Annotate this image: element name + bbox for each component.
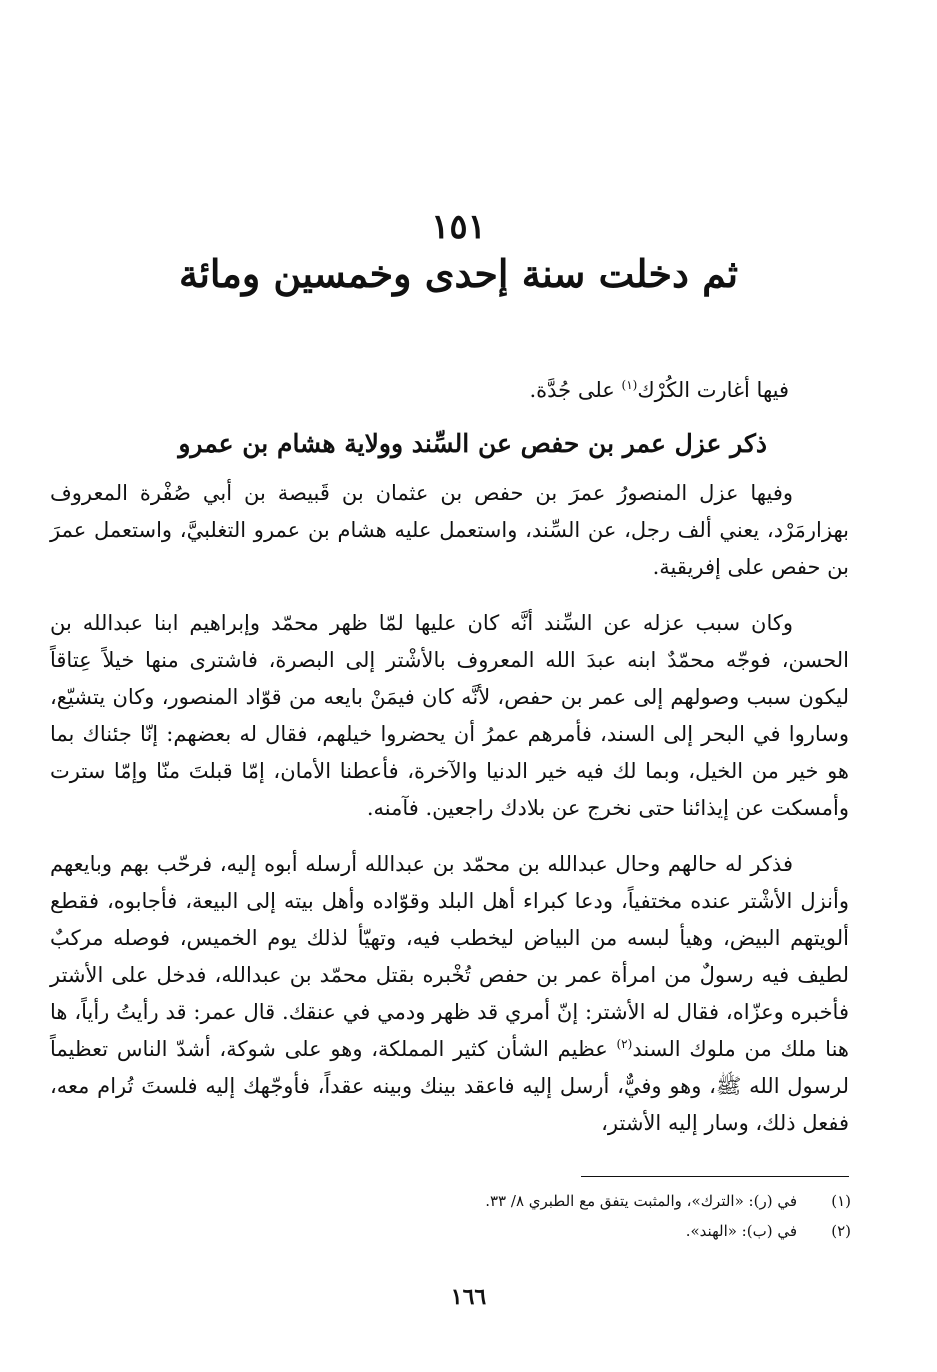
footnote-2-text: في (ب): «الهند». [685, 1222, 797, 1240]
paragraph-3 [50, 846, 849, 1142]
footnote-divider [581, 1176, 849, 1177]
paragraph-2-text: وكان سبب عزله عن السِّند أنَّه كان عليها لمّا ظهر محمّد وإبراهيم ابنا عبدالله بن الحسن، فوجّه محمّدٌ ابنه عبدَ الله المعروف بالأشْتر إلى البصرة، فاشترى منها خيلاً عِتاقاً ليكون سبب وصولهم إلى عمر بن حفص، لأنَّه كان فيمَنْ بايعه من قوّاد المنصور، وكان يتشيّع، وساروا في البحر إلى السند، فأمرهم عمرُ أن يحضروا خيلهم، فقال له بعضهم: إنّا جئناك بما هو خير من الخيل، وبما لك فيه خير الدنيا والآخرة، فأعطنا الأمان، إمّا قبلتَ منّا وإمّا سترت وأمسكت عن إيذائنا حتى نخرج عن بلادك راجعين. فآمنه. [50, 611, 849, 820]
footnote-2 [50, 1216, 851, 1246]
paragraph-1 [50, 475, 849, 586]
chapter-title: ثم دخلت سنة إحدى وخمسين ومائة [178, 251, 739, 296]
intro-paragraph [50, 372, 789, 409]
footnote-marker-1[interactable]: (١) [621, 378, 638, 392]
intro-text-end: على جُدَّة. [529, 378, 622, 402]
section-heading: ذكر عزل عمر بن حفص عن السِّند وولاية هشام بن عمرو [178, 429, 767, 458]
footnote-1 [50, 1186, 851, 1216]
intro-text: فيها أغارت الكُرْك [637, 378, 789, 402]
footnote-1-number: (١) [831, 1192, 851, 1210]
paragraph-3-text: فذكر له حالهم وحال عبدالله بن محمّد بن عبدالله أرسله أبوه إليه، فرحّب بهم وبايعهم وأنزل الأشْتر عنده مختفياً، ودعا كبراء أهل البلد وقوّاده وأهل بيته إلى البيعة، فأجابوه، فقطع ألويتهم البيض، وهيأ لبسه من البياض ليخطب فيه، وتهيّأ لذلك يوم الخميس، فوصله مركبٌ لطيف فيه رسولٌ من امرأة عمر بن حفص تُخْبره بقتل محمّد بن عبدالله، فدخل على الأشتر فأخبره وعزّاه، فقال له الأشتر: إنّ أمري قد ظهر ودمي في عنقك. قال عمر: قد رأيتُ رأياً، ها هنا ملك من ملوك السند [50, 852, 849, 1061]
footnote-2-number: (٢) [831, 1222, 851, 1240]
footnote-1-text: في (ر): «الترك»، والمثبت يتفق مع الطبري ٨/ ٣٣. [485, 1192, 797, 1210]
footnote-marker-2[interactable]: (٢) [616, 1037, 633, 1051]
paragraph-1-text: وفيها عزل المنصورُ عمرَ بن حفص بن عثمان بن قَبيصة بن أبي صُفْرة المعروف بهزارمَرْد، يعني ألف رجل، عن السِّند، واستعمل عليه هشام بن عمرو التغلبيَّ، واستعمل عمرَ بن حفص على إفريقية. [50, 481, 849, 579]
paragraph-3-text-end: عظيم الشأن كثير المملكة، وهو على شوكة، أشدّ الناس تعظيماً لرسول الله ﷺ، وهو وفيٌّ، أرسل إليه فاعقد بينك وبينه عقداً، فأوجّهك إليه فلستَ تُرام معه، ففعل ذلك، وسار إليه الأشتر، [50, 1037, 849, 1135]
year-number: ١٥١ [431, 207, 486, 247]
paragraph-2 [50, 605, 849, 827]
page-number: ١٦٦ [450, 1284, 487, 1310]
footnotes [50, 1186, 851, 1246]
